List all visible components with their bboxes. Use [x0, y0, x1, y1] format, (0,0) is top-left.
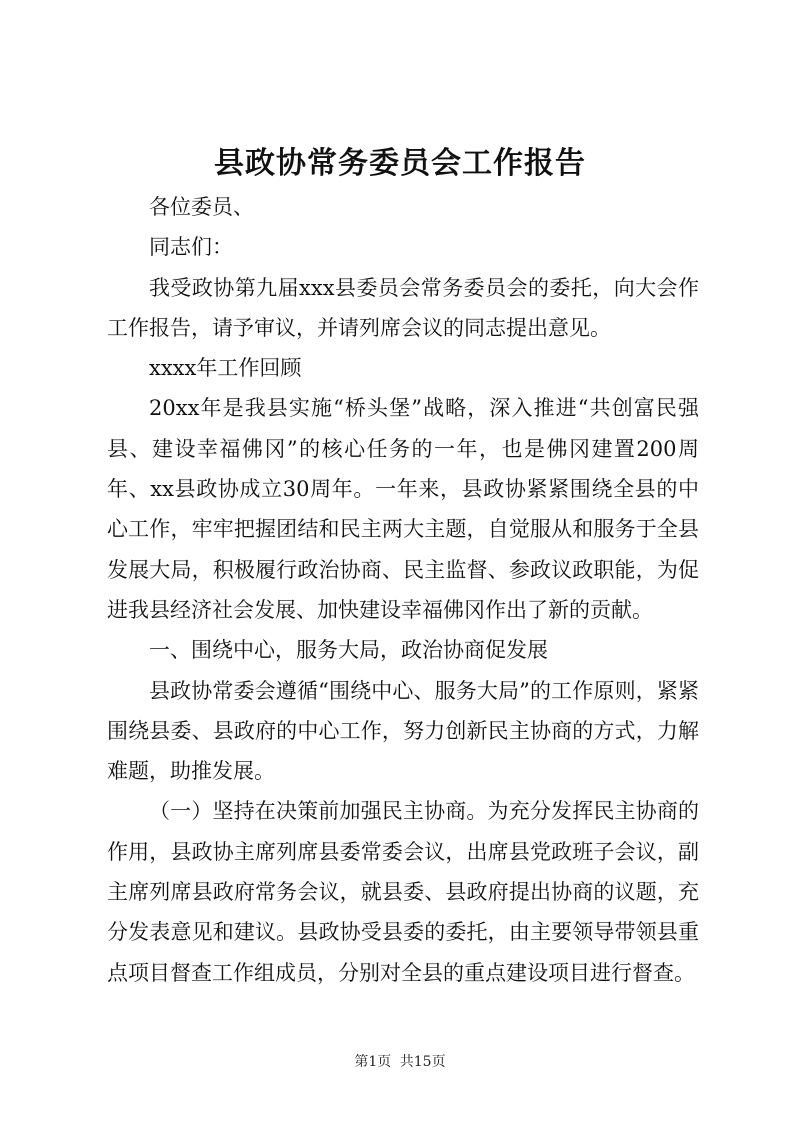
salutation-2: 同志们： [149, 235, 233, 260]
intro-paragraph: 我受政协第九届xxx县委员会常务委员会的委托，向大会作工作报告，请予审议，并请列席会议的同志提出意见。 [107, 275, 699, 340]
subsection-1-paragraph: （一）坚持在决策前加强民主协商。为充分发挥民主协商的作用，县政协主席列席县委常委会议，出席县党政班子会议，副主席列席县政府常务会议，就县委、县政府提出协商的议题，充分发表意见和建议。县政协受县委的委托，由主要领导带领县重点项目督查工作组成员，分别对全县的重点建设项目进行督查。 [107, 799, 699, 985]
review-paragraph: 20xx年是我县实施“桥头堡”战略，深入推进“共创富民强县、建设幸福佛冈”的核心任务的一年，也是佛冈建置200周年、xx县政协成立30周年。一年来，县政协紧紧围绕全县的中心工作，牢牢把握团结和民主两大主题，自觉服从和服务于全县发展大局，积极履行政治协商、民主监督、参政议政职能，为促进我县经济社会发展、加快建设幸福佛冈作出了新的贡献。 [107, 396, 699, 622]
page-title: 县政协常务委员会工作报告 [214, 146, 586, 181]
document-body [107, 187, 699, 993]
section-heading-1: 一、围绕中心，服务大局，政治协商促发展 [149, 638, 548, 663]
section-1-paragraph: 县政协常委会遵循“围绕中心、服务大局”的工作原则，紧紧围绕县委、县政府的中心工作，努力创新民主协商的方式，力解难题，助推发展。 [107, 678, 699, 784]
page-total: 共15页 [399, 1054, 446, 1070]
page-footer [0, 1051, 800, 1071]
page-number: 第1页 [354, 1054, 392, 1070]
section-heading-review: xxxx年工作回顾 [149, 356, 302, 381]
salutation-1: 各位委员、 [149, 195, 254, 219]
